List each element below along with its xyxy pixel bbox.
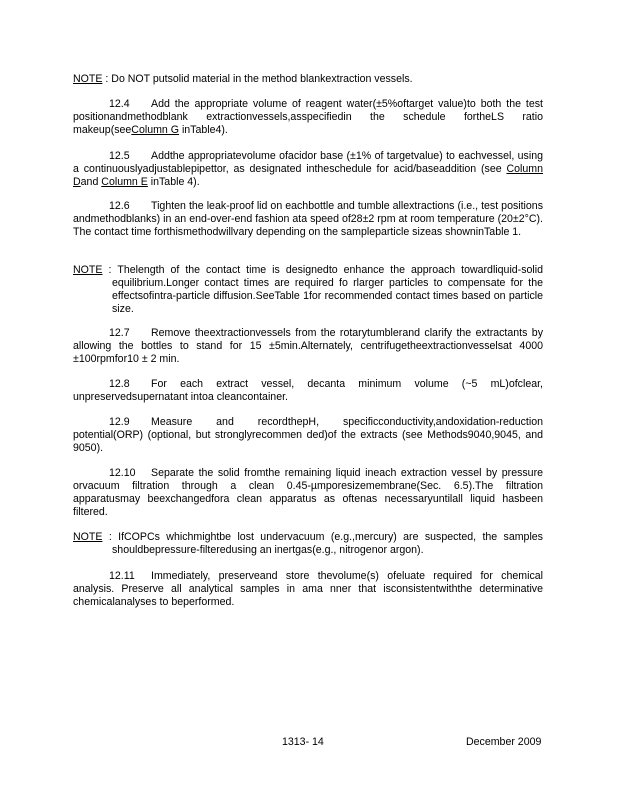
paragraph-text: Measure and recordthepH, specificconductivity,andoxidation-reduction potential(ORP) (optional, but stronglyrecommen ded)of the extracts (see Methods9040,9045, and 9050). xyxy=(73,416,543,454)
note-text: Thelength of the contact time is designedto enhance the approach towardliquid-solid equilibrium.Longer contact times are required fo rlarger particles to compensate for the effectsofintra-particle diffusion.SeeTable 1for recommended contact times based on particle size. xyxy=(112,264,543,315)
paragraph-text: Separate the solid fromthe remaining liquid ineach extraction vessel by pressure orvacuum filtration through a clean 0.45-µmporesizemembrane(Sec. 6.5).The filtration apparatusmay beexchangedfora clean apparatus as oftenas necessaryuntilall liquid hasbeen filtered. xyxy=(73,467,543,518)
paragraph-text: Remove theextractionvessels from the rotarytumblerand clarify the extractants by allowing the bottles to stand for 15 ±5min.Alternately, centrifugetheextractionvesselsat 4000 ±100rpmfor10 ± 2 min. xyxy=(73,327,543,365)
column-d-reference: Column D xyxy=(73,163,543,188)
paragraph-number: 12.4 xyxy=(109,98,130,110)
paragraph-number: 12.10 xyxy=(109,467,136,479)
paragraph-12-11 xyxy=(73,570,543,609)
note-label: NOTE : xyxy=(73,531,112,543)
paragraph-number: 12.7 xyxy=(109,327,130,339)
paragraph-text: Add the appropriate volume of reagent water(±5%oftarget value)to both the test positionandmethodblank extractionvessels,asspecifiedin the schedule fortheLS ratio makeup(see xyxy=(73,98,543,136)
paragraph-number: 12.5 xyxy=(109,150,130,162)
note-contact-time xyxy=(73,264,543,316)
column-e-reference: Column E xyxy=(101,176,148,188)
note-text: Do NOT putsolid material in the method blankextraction vessels. xyxy=(111,73,413,85)
paragraph-text-end: inTable 4). xyxy=(150,176,200,188)
note-pressure-filter xyxy=(73,531,543,557)
paragraph-number: 12.9 xyxy=(109,416,130,428)
note-no-solid-material xyxy=(73,73,543,86)
paragraph-12-7 xyxy=(73,327,543,366)
paragraph-number: 12.11 xyxy=(109,570,135,582)
paragraph-12-5 xyxy=(73,150,543,189)
paragraph-number: 12.6 xyxy=(109,200,130,212)
conjunction: and xyxy=(80,176,99,188)
column-g-reference: Column G xyxy=(131,124,179,136)
paragraph-12-8 xyxy=(73,378,543,404)
paragraph-text: Immediately, preserveand store thevolume(s) ofeluate required for chemical analysis. Preserve all analytical samples in ama nner that isconsistentwiththe determinative chemicalanalyses to beperformed. xyxy=(73,570,543,608)
note-label: NOTE : xyxy=(73,73,109,85)
paragraph-12-4 xyxy=(73,98,543,137)
paragraph-text: Tighten the leak-proof lid on eachbottle and tumble allextractions (i.e., test positions andmethodblanks) in an end-over-end fashion ata speed of28±2 rpm at room temperature (20±2°C). The contact time forthismethodwillvary depending on the sampleparticle sizeas showninTable 1. xyxy=(73,200,543,238)
page-number: 1313- 14 xyxy=(282,736,324,748)
note-text: IfCOPCs whichmightbe lost undervacuum (e.g.,mercury) are suspected, the samples shouldbepressure-filteredusing an inertgas(e.g., nitrogenor argon). xyxy=(112,531,543,556)
paragraph-12-9 xyxy=(73,416,543,455)
paragraph-number: 12.8 xyxy=(109,378,130,390)
paragraph-text: For each extract vessel, decanta minimum volume (~5 mL)ofclear, unpreservedsupernatant intoa cleancontainer. xyxy=(73,378,543,403)
note-label: NOTE : xyxy=(73,264,112,276)
revision-date: December 2009 xyxy=(466,736,542,748)
paragraph-text: Addthe appropriatevolume ofacidor base (±1% of targetvalue) to eachvessel, using a continuouslyadjustablepipettor, as designated intheschedule for acid/baseaddition (see xyxy=(73,150,543,175)
paragraph-text-end: inTable4). xyxy=(181,124,228,136)
paragraph-12-10 xyxy=(73,467,543,519)
paragraph-12-6 xyxy=(73,200,543,239)
